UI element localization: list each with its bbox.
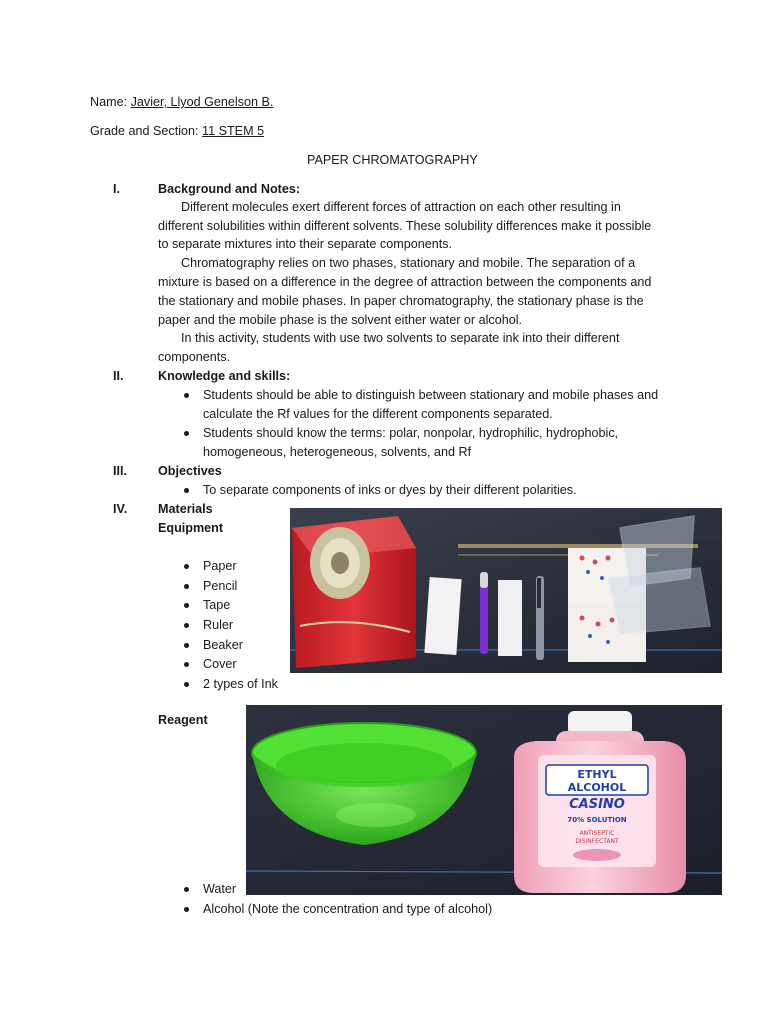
bullet bbox=[184, 662, 189, 667]
equipment-item: Beaker bbox=[203, 638, 243, 652]
reagent-item: Alcohol (Note the concentration and type of alcohol) bbox=[203, 902, 493, 916]
bottle-use-1: ANTISEPTIC bbox=[579, 830, 615, 837]
reagent-photo bbox=[246, 705, 722, 895]
reagent-heading: Reagent bbox=[158, 713, 208, 727]
equipment-item: Pencil bbox=[203, 579, 238, 593]
background-text: paper and the mobile phase is the solvent either water or alcohol. bbox=[158, 313, 523, 327]
bullet bbox=[184, 564, 189, 569]
equipment-item: Tape bbox=[203, 598, 231, 612]
reagent-item: Water bbox=[203, 882, 237, 896]
grade-section: 11 STEM 5 bbox=[202, 124, 265, 138]
equipment-photo bbox=[290, 508, 722, 673]
background-text: mixture is based on a difference in the degree of attraction between the components and bbox=[158, 275, 652, 289]
bottle-brand: CASINO bbox=[569, 797, 625, 812]
skills-text: homogeneous, heterogeneous, solvents, and Rf bbox=[203, 445, 472, 459]
skills-text: calculate the Rf values for the different components separated. bbox=[203, 407, 553, 421]
document-title: PAPER CHROMATOGRAPHY bbox=[307, 153, 478, 167]
bottle-solution: 70% SOLUTION bbox=[567, 816, 627, 824]
objective-text: To separate components of inks or dyes by their different polarities. bbox=[203, 483, 577, 497]
bottle-label-line2: ALCOHOL bbox=[567, 781, 627, 794]
bullet bbox=[184, 431, 189, 436]
background-text: Different molecules exert different forces of attraction on each other resulting in bbox=[181, 200, 621, 214]
skills-text: Students should know the terms: polar, nonpolar, hydrophilic, hydrophobic, bbox=[203, 426, 619, 440]
background-text: components. bbox=[158, 350, 231, 364]
equipment-item: Ruler bbox=[203, 618, 234, 632]
background-text: In this activity, students with use two solvents to separate ink into their different bbox=[181, 331, 620, 345]
equipment-item: Paper bbox=[203, 559, 237, 573]
name-label: Name: bbox=[90, 95, 131, 109]
reagent-photo-illustration bbox=[246, 705, 722, 895]
section-3-numeral: III. bbox=[113, 464, 127, 478]
section-3-heading: Objectives bbox=[158, 464, 222, 478]
equipment-item: Cover bbox=[203, 657, 237, 671]
bullet bbox=[184, 887, 189, 892]
bullet bbox=[184, 623, 189, 628]
bullet bbox=[184, 488, 189, 493]
skills-text: Students should be able to distinguish between stationary and mobile phases and bbox=[203, 388, 659, 402]
bullet bbox=[184, 603, 189, 608]
bullet bbox=[184, 584, 189, 589]
background-text: to separate mixtures into their separate components. bbox=[158, 237, 453, 251]
section-1-heading: Background and Notes: bbox=[158, 182, 301, 196]
bullet bbox=[184, 393, 189, 398]
name-line bbox=[90, 93, 273, 111]
background-text: different solubilities within different solvents. These solubility differences make it possible bbox=[158, 219, 652, 233]
bottle-label-line1: ETHYL bbox=[577, 768, 617, 781]
background-text: Chromatography relies on two phases, stationary and mobile. The separation of a bbox=[181, 256, 636, 270]
section-4-numeral: IV. bbox=[113, 502, 128, 516]
section-2-heading: Knowledge and skills: bbox=[158, 369, 291, 383]
equipment-heading: Equipment bbox=[158, 521, 224, 535]
bullet bbox=[184, 643, 189, 648]
background-text: the stationary and mobile phases. In paper chromatography, the stationary phase is the bbox=[158, 294, 644, 308]
bullet bbox=[184, 907, 189, 912]
section-1-numeral: I. bbox=[113, 182, 120, 196]
grade-label: Grade and Section: bbox=[90, 124, 203, 138]
grade-line bbox=[90, 122, 264, 140]
section-4-heading: Materials bbox=[158, 502, 213, 516]
bullet bbox=[184, 682, 189, 687]
bottle-use-2: DISINFECTANT bbox=[575, 838, 619, 845]
equipment-item: 2 types of Ink bbox=[203, 677, 278, 691]
equipment-photo-illustration bbox=[290, 508, 722, 673]
section-2-numeral: II. bbox=[113, 369, 124, 383]
student-name: Javier, Llyod Genelson B. bbox=[130, 95, 274, 109]
